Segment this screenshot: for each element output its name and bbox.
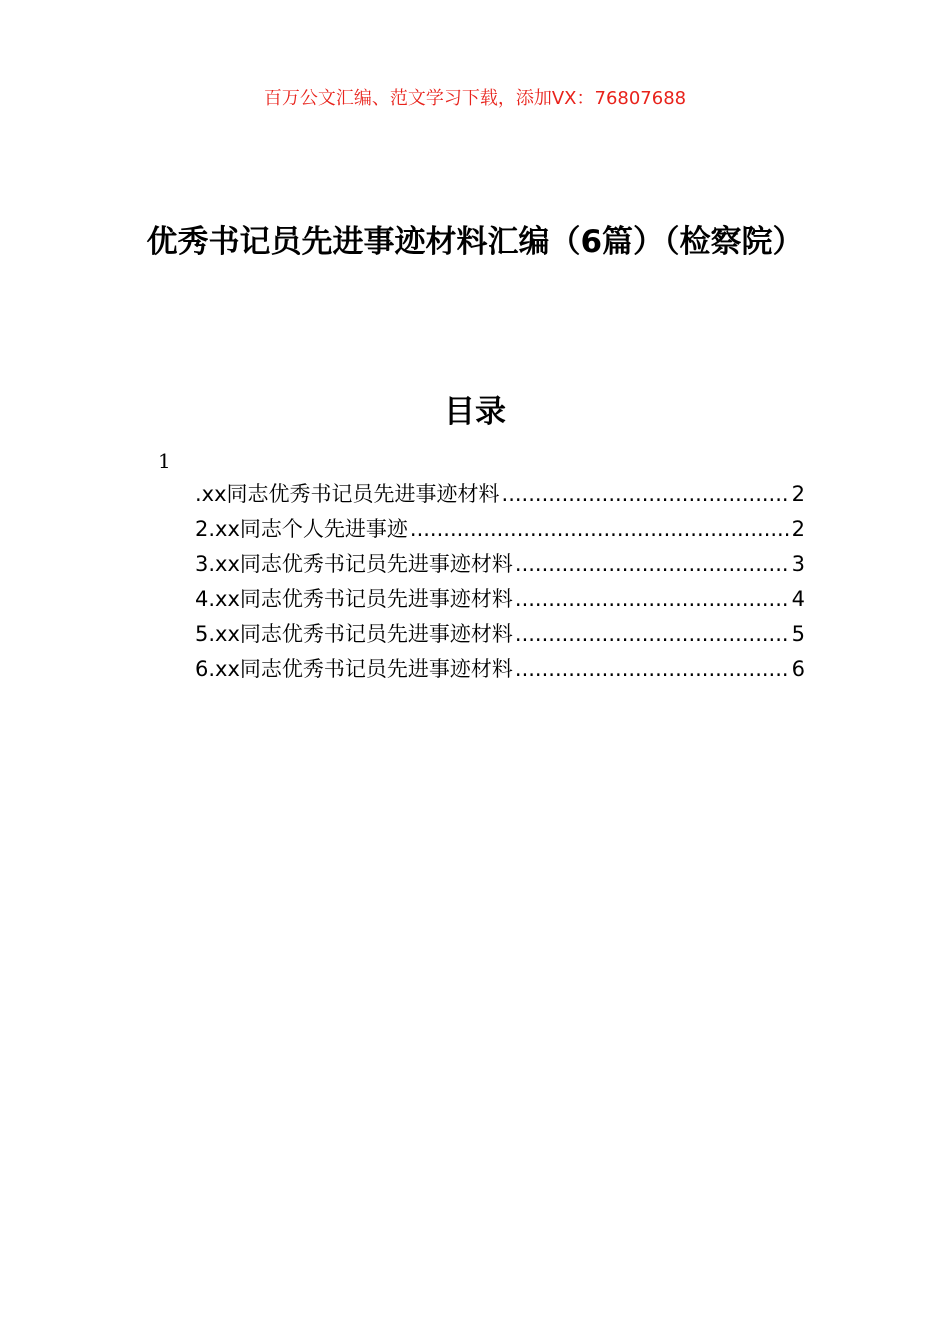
toc-item[interactable] xyxy=(195,548,805,583)
toc-lead-number: 1 xyxy=(158,449,171,473)
header-note: 百万公文汇编、范文学习下载，添加VX：76807688 xyxy=(263,88,687,109)
toc-item[interactable] xyxy=(195,513,805,548)
toc-dot-leader xyxy=(515,657,790,681)
toc-item-page: 6 xyxy=(791,657,805,681)
toc-item[interactable] xyxy=(195,583,805,618)
toc-item-text: .xx同志优秀书记员先进事迹材料 xyxy=(195,482,500,506)
toc-item[interactable] xyxy=(195,618,805,653)
toc-dot-leader xyxy=(515,622,790,646)
toc-item-text: 4.xx同志优秀书记员先进事迹材料 xyxy=(195,587,513,611)
toc-item-page: 3 xyxy=(791,552,805,576)
toc-item[interactable] xyxy=(195,653,805,688)
toc-list xyxy=(195,478,805,688)
toc-item[interactable] xyxy=(195,478,805,513)
toc-item-page: 4 xyxy=(791,587,805,611)
toc-heading: 目录 xyxy=(444,394,506,430)
toc-item-page: 2 xyxy=(791,482,805,506)
toc-dot-leader xyxy=(410,517,790,541)
toc-dot-leader xyxy=(515,587,790,611)
toc-item-page: 2 xyxy=(791,517,805,541)
toc-item-text: 5.xx同志优秀书记员先进事迹材料 xyxy=(195,622,513,646)
toc-item-text: 6.xx同志优秀书记员先进事迹材料 xyxy=(195,657,513,681)
toc-item-page: 5 xyxy=(791,622,805,646)
toc-dot-leader xyxy=(515,552,790,576)
document-title: 优秀书记员先进事迹材料汇编（6篇）（检察院） xyxy=(146,224,804,260)
toc-item-text: 3.xx同志优秀书记员先进事迹材料 xyxy=(195,552,513,576)
toc-dot-leader xyxy=(502,482,790,506)
toc-item-text: 2.xx同志个人先进事迹 xyxy=(195,517,408,541)
